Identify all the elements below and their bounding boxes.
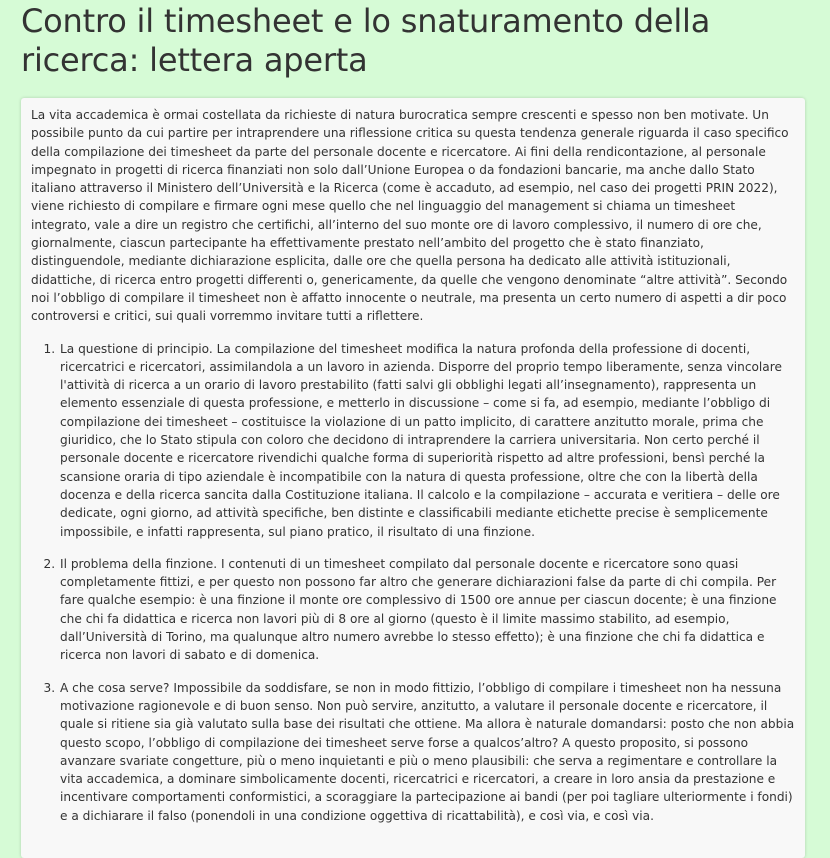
point-item-principle: 1. La questione di principio. La compilazione del timesheet modifica la natura profonda della professione di docenti, ricercatrici e ricercatori, assimilandola a un lavoro in azienda. Disporre del proprio tempo liberamente, senza vincolare l'attività di ricerca a un orario di lavoro prestabilito (fatti salvi gli obblighi legati all’insegnamento), rappresenta un elemento essenziale di questa professione, e metterlo in discussione – come si fa, ad esempio, mediante l’obbligo di compilazione dei timesheet – costituisce la violazione di un patto implicito, di carattere anzitutto morale, prima che giuridico, che lo Stato stipula con coloro che decidono di intraprendere la carriera universitaria. Non certo perché il personale docente e ricercatore rivendichi qualche forma di superiorità rispetto ad altre professioni, bensì perché la scansione oraria di tipo aziendale è incompatibile con la natura di questa professione, oltre che con la libertà della docenza e della ricerca sancita dalla Costituzione italiana. Il calcolo e la compilazione – accurata e veritiera – delle ore dedicate, ogni giorno, ad attività specifiche, ben distinte e classificabili mediante etichette precise è semplicemente impossibile, e infatti rappresenta, sul piano pratico, il risultato di una finzione.: [59, 340, 797, 541]
point-item-fiction: 2. Il problema della finzione. I contenuti di un timesheet compilato dal personale docente e ricercatore sono quasi completamente fittizi, e per questo non possono far altro che generare dichiarazioni false da parte di chi compila. Per fare qualche esempio: è una finzione il monte ore complessivo di 1500 ore annue per ciascun docente; è una finzione che chi fa didattica e ricerca non lavori più di 8 ore al giorno (questo è il limite massimo stabilito, ad esempio, dall’Università di Torino, ma qualunque altro numero avrebbe lo stesso effetto); è una finzione che chi fa didattica e ricerca non lavori di sabato e di domenica.: [59, 555, 797, 665]
intro-paragraph: La vita accademica è ormai costellata da richieste di natura burocratica sempre crescenti e spesso non ben motivate. Un possibile punto da cui partire per intraprendere una riflessione critica su questa tendenza generale riguarda il caso specifico della compilazione dei timesheet da parte del personale docente e ricercatore. Ai fini della rendicontazione, al personale impegnato in progetti di ricerca finanziati non solo dall’Unione Europea o da fondazioni bancarie, ma anche dallo Stato italiano attraverso il Ministero dell’Università e la Ricerca (come è accaduto, ad esempio, nel caso dei progetti PRIN 2022), viene richiesto di compilare e firmare ogni mese quello che nel linguaggio del management si chiama un timesheet integrato, vale a dire un registro che certifichi, all’interno del suo monte ore di lavoro complessivo, il numero di ore che, giornalmente, ciascun partecipante ha effettivamente prestato nell’ambito del progetto che è stato finanziato, distinguendole, mediante dichiarazione esplicita, dalle ore che quella persona ha dedicato alle attività istituzionali, didattiche, di ricerca entro progetti differenti o, genericamente, da quelle che vengono denominate “altre attività”. Secondo noi l’obbligo di compilare il timesheet non è affatto innocente o neutrale, ma presenta un certo numero di aspetti a dir poco controversi e critici, sui quali vorremmo invitare tutti a riflettere.: [31, 108, 789, 324]
letter-card: [21, 98, 805, 858]
point-item-purpose: 3. A che cosa serve? Impossibile da soddisfare, se non in modo fittizio, l’obbligo di compilare i timesheet non ha nessuna motivazione ragionevole e di buon senso. Non può servire, anzitutto, a valutare il personale docente e ricercatore, il quale si ritiene sia già valutato sulla base dei risultati che ottiene. Ma allora è naturale domandarsi: posto che non abbia questo scopo, l’obbligo di compilazione dei timesheet serve forse a qualcos’altro? A questo proposito, si possono avanzare svariate congetture, più o meno inquietanti e più o meno plausibili: che serva a regimentare e controllare la vita accademica, a dominare simbolicamente docenti, ricercatrici e ricercatori, a creare in loro ansia da prestazione e incentivare comportamenti conformistici, a scoraggiare la partecipazione ai bandi (per poi tagliare ulteriormente i fondi) e a dichiarare il falso (ponendoli in una condizione oggettiva di ricattabilità), e così via, e così via.: [59, 679, 797, 825]
page-title: Contro il timesheet e lo snaturamento della ricerca: lettera aperta: [21, 2, 711, 79]
points-list: [28, 340, 797, 825]
